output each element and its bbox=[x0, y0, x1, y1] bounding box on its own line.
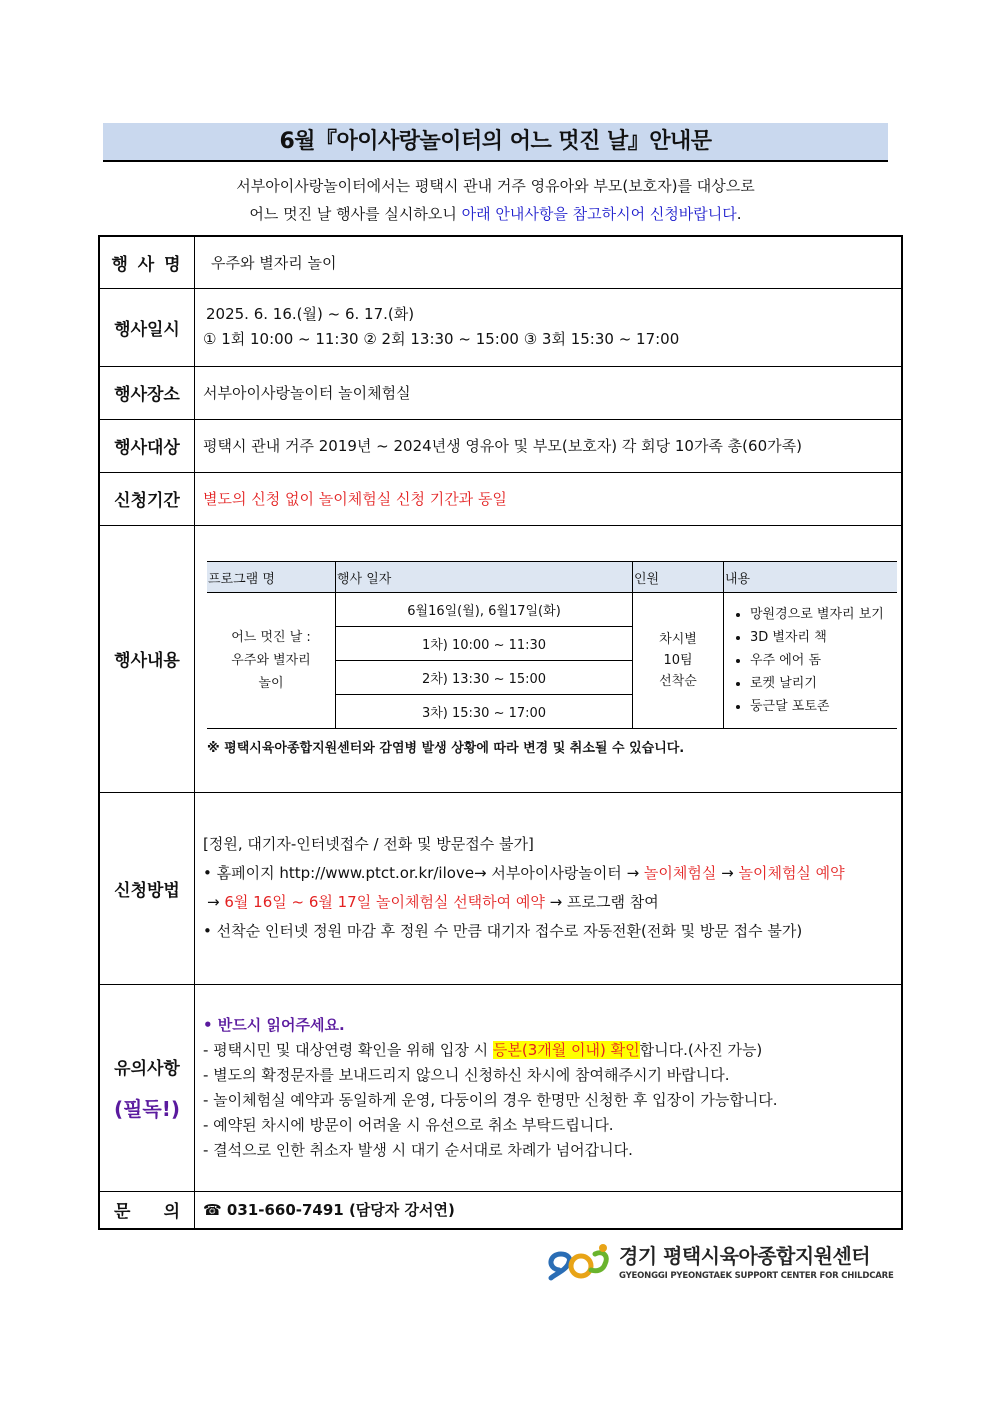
row-venue bbox=[99, 366, 902, 419]
program-date-days: 6월16일(월), 6월17일(화) bbox=[336, 593, 633, 627]
label-venue: 행사장소 bbox=[99, 366, 195, 419]
center-logo bbox=[545, 1240, 895, 1282]
list-item: • 둥근달 포토존 bbox=[750, 695, 897, 718]
intro-line-2-end: . bbox=[736, 205, 742, 223]
program-session-2: 2차) 13:30 ~ 15:00 bbox=[336, 661, 633, 695]
contact-label: 문 의 bbox=[114, 1202, 180, 1223]
row-method bbox=[99, 792, 902, 984]
method-line-2-b: 놀이체험실 bbox=[643, 864, 717, 882]
people-line: 선착순 bbox=[659, 674, 697, 689]
value-venue: 서부아이사랑놀이터 놀이체험실 bbox=[195, 366, 903, 419]
method-line-2 bbox=[203, 859, 893, 888]
caution-line-2: - 별도의 확정문자를 보내드리지 않으니 신청하신 차시에 참여해주시기 바랍니다. bbox=[203, 1065, 730, 1084]
label-content: 행사내용 bbox=[99, 525, 195, 792]
label-event-date: 행사일시 bbox=[99, 288, 195, 366]
people-line: 10팀 bbox=[663, 653, 693, 668]
row-apply-period bbox=[99, 472, 902, 525]
caution-must-read: (필독!) bbox=[113, 1096, 181, 1121]
method-line-2-c: → bbox=[716, 864, 739, 882]
caution-line-1-a: - 평택시민 및 대상연령 확인을 위해 입장 시 bbox=[203, 1040, 493, 1059]
method-line-3-c: → 프로그램 참여 bbox=[544, 893, 659, 911]
intro-line-2-emphasis: 아래 안내사항을 참고하시어 신청바랍니다 bbox=[461, 205, 737, 223]
program-header-row bbox=[207, 562, 897, 593]
caution-line-4: - 예약된 차시에 방문이 어려울 시 유선으로 취소 부탁드립니다. bbox=[203, 1115, 614, 1134]
logo-english: GYEONGGI PYEONGTAEK SUPPORT CENTER FOR CHILDCARE bbox=[619, 1271, 894, 1281]
row-target bbox=[99, 419, 902, 472]
value-method bbox=[195, 792, 903, 984]
program-people-cell bbox=[633, 593, 724, 729]
method-line-3-a: → bbox=[207, 893, 225, 911]
program-session-1: 1차) 10:00 ~ 11:30 bbox=[336, 627, 633, 661]
program-name-line: 어느 멋진 날 : bbox=[231, 630, 311, 645]
label-method: 신청방법 bbox=[99, 792, 195, 984]
label-target: 행사대상 bbox=[99, 419, 195, 472]
method-line-2-d: 놀이체험실 예약 bbox=[738, 864, 845, 882]
people-line: 차시별 bbox=[659, 632, 697, 647]
row-event-name bbox=[99, 236, 902, 288]
program-session-3: 3차) 15:30 ~ 17:00 bbox=[336, 695, 633, 729]
label-apply-period: 신청기간 bbox=[99, 472, 195, 525]
intro-line-2-plain: 어느 멋진 날 행사를 실시하오니 bbox=[249, 205, 462, 223]
list-item: • 로켓 날리기 bbox=[750, 672, 897, 695]
intro-text bbox=[103, 172, 888, 228]
value-apply-period: 별도의 신청 없이 놀이체험실 신청 기간과 동일 bbox=[195, 472, 903, 525]
value-content bbox=[195, 525, 903, 792]
program-name-line: 우주와 별자리 bbox=[231, 653, 311, 668]
page-title: 6월『아이사랑놀이터의 어느 멋진 날』안내문 bbox=[103, 123, 888, 162]
caution-line-5: - 결석으로 인한 취소자 발생 시 대기 순서대로 차례가 넘어갑니다. bbox=[203, 1140, 633, 1159]
value-event-date bbox=[195, 288, 903, 366]
row-caution bbox=[99, 984, 902, 1191]
row-contact bbox=[99, 1191, 902, 1229]
method-line-1: [정원, 대기자-인터넷접수 / 전화 및 방문접수 불가] bbox=[203, 835, 534, 853]
event-date-range: 2025. 6. 16.(월) ~ 6. 17.(화) bbox=[206, 305, 415, 323]
row-content bbox=[99, 525, 902, 792]
value-contact: ☎ 031-660-7491 (담당자 강서연) bbox=[195, 1191, 903, 1229]
list-item: • 3D 별자리 책 bbox=[750, 626, 897, 649]
caution-line-3: - 놀이체험실 예약과 동일하게 운영, 다둥이의 경우 한명만 신청한 후 입장이 가능합니다. bbox=[203, 1090, 778, 1109]
logo-korean: 경기 평택시육아종합지원센터 bbox=[619, 1244, 871, 1268]
label-contact bbox=[99, 1191, 195, 1229]
caution-heading: • 반드시 읽어주세요. bbox=[203, 1015, 345, 1034]
program-name-cell bbox=[207, 593, 336, 729]
logo-mark-icon bbox=[545, 1240, 613, 1282]
caution-label: 유의사항 bbox=[114, 1058, 180, 1079]
list-item: • 망원경으로 별자리 보기 bbox=[750, 603, 897, 626]
caution-line-1-highlight: 등본(3개월 이내) 확인 bbox=[492, 1040, 640, 1059]
header-program-name: 프로그램 명 bbox=[207, 562, 336, 593]
caution-line-1-c: 합니다.(사진 가능) bbox=[639, 1040, 763, 1059]
value-target: 평택시 관내 거주 2019년 ~ 2024년생 영유아 및 부모(보호자) 각 회당 10가족 총(60가족) bbox=[195, 419, 903, 472]
list-item: • 우주 에어 돔 bbox=[750, 649, 897, 672]
intro-line-2 bbox=[103, 200, 888, 228]
label-event-name: 행 사 명 bbox=[99, 236, 195, 288]
event-date-sessions: ① 1회 10:00 ~ 11:30 ② 2회 13:30 ~ 15:00 ③ 3회 15:30 ~ 17:00 bbox=[203, 330, 680, 348]
logo-text bbox=[619, 1240, 894, 1281]
program-contents-list bbox=[724, 603, 897, 718]
program-contents-cell bbox=[724, 593, 898, 729]
header-contents: 내용 bbox=[724, 562, 898, 593]
header-event-date: 행사 일자 bbox=[336, 562, 633, 593]
method-line-3 bbox=[203, 888, 893, 917]
program-table bbox=[207, 561, 897, 729]
info-table bbox=[98, 235, 903, 1230]
method-line-4: • 선착순 인터넷 정원 마감 후 정원 수 만큼 대기자 접수로 자동전환(전화 및 방문 접수 불가) bbox=[203, 922, 803, 940]
intro-line-1: 서부아이사랑놀이터에서는 평택시 관내 거주 영유아와 부모(보호자)를 대상으로 bbox=[236, 177, 755, 195]
method-line-3-b: 6월 16일 ~ 6월 17일 놀이체험실 선택하여 예약 bbox=[224, 893, 545, 911]
caution-line-1 bbox=[203, 1038, 893, 1063]
value-event-name: 우주와 별자리 놀이 bbox=[195, 236, 903, 288]
value-caution bbox=[195, 984, 903, 1191]
method-line-2-a: • 홈페이지 http://www.ptct.or.kr/ilove→ 서부아이사랑놀이터 → bbox=[203, 864, 644, 882]
program-row bbox=[207, 593, 897, 627]
content-note: ※ 평택시육아종합지원센터와 감염병 발생 상황에 따라 변경 및 취소될 수 있습니다. bbox=[207, 741, 685, 756]
label-caution bbox=[99, 984, 195, 1191]
header-people: 인원 bbox=[633, 562, 724, 593]
row-event-date bbox=[99, 288, 902, 366]
program-name-line: 놀이 bbox=[258, 676, 284, 691]
